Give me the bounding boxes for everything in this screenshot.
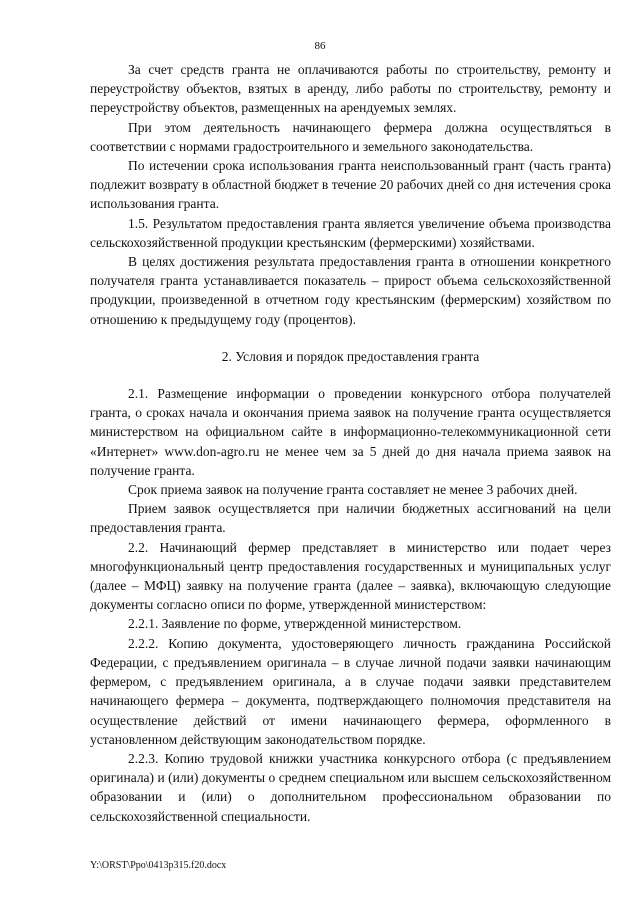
- paragraph: За счет средств гранта не оплачиваются работы по строительству, ремонту и переустройству объектов, взятых в аренду, либо работы по строительству, ремонту и переустройству объектов, размещенных на арендуемых землях.: [90, 62, 611, 116]
- section-heading: 2. Условия и порядок предоставления гранта: [221, 348, 480, 364]
- paragraph: 2.1. Размещение информации о проведении конкурсного отбора получателей гранта, о сроках начала и окончания приема заявок на получение гранта осуществляется министерством на официальном сайте в информационно-телекоммуникационной сети «Интернет» www.don-agro.ru не менее чем за 5 дней до дня начала приема заявок на получение гранта.: [90, 386, 611, 478]
- paragraph: 1.5. Результатом предоставления гранта является увеличение объема производства сельскохозяйственной продукции крестьянским (фермерскими) хозяйствами.: [90, 215, 611, 250]
- paragraph: 2.2.3. Копию трудовой книжки участника конкурсного отбора (с предъявлением оригинала) и (или) документы о среднем специальном или высшем сельскохозяйственном образовании и (или) о дополнительном профессиональном образовании по сельскохозяйственной специальности.: [90, 750, 611, 824]
- paragraph: 2.2.1. Заявление по форме, утвержденной министерством.: [128, 616, 462, 632]
- paragraph: При этом деятельность начинающего фермера должна осуществляться в соответствии с нормами градостроительного и земельного законодательства.: [90, 119, 611, 154]
- paragraph: Срок приема заявок на получение гранта составляет не менее 3 рабочих дней.: [128, 482, 578, 498]
- document-body: [90, 60, 611, 826]
- paragraph: В целях достижения результата предоставления гранта в отношении конкретного получателя гранта устанавливается показатель – прирост объема сельскохозяйственной продукции, произведенной в отчетном году крестьянским (фермерским) хозяйством по отношению к предыдущему году (процентов).: [90, 254, 611, 327]
- paragraph: Прием заявок осуществляется при наличии бюджетных ассигнований на цели предоставления гранта.: [90, 501, 611, 536]
- paragraph: По истечении срока использования гранта неиспользованный грант (часть гранта) подлежит возврату в областной бюджет в течение 20 рабочих дней со дня истечения срока использования гранта.: [90, 158, 611, 212]
- paragraph: 2.2. Начинающий фермер представляет в министерство или подает через многофункциональный центр предоставления государственных и муниципальных услуг (далее – МФЦ) заявку на получение гранта (далее – заявка), включающую следующие документы согласно описи по форме, утвержденной министерством:: [90, 539, 611, 613]
- page-number: 86: [314, 40, 326, 52]
- footer-file-path: Y:\ORST\Ppo\0413p315.f20.docx: [90, 860, 227, 871]
- paragraph: 2.2.2. Копию документа, удостоверяющего личность гражданина Российской Федерации, с предъявлением оригинала – в случае личной подачи заявки начинающим фермером, с предъявлением оригинала, а в случае подачи заявки представителем начинающего фермера – документа, подтверждающего полномочия представителя на осуществление действий от имени начинающего фермера, оформленного в установленном действующим законодательством порядке.: [90, 635, 611, 747]
